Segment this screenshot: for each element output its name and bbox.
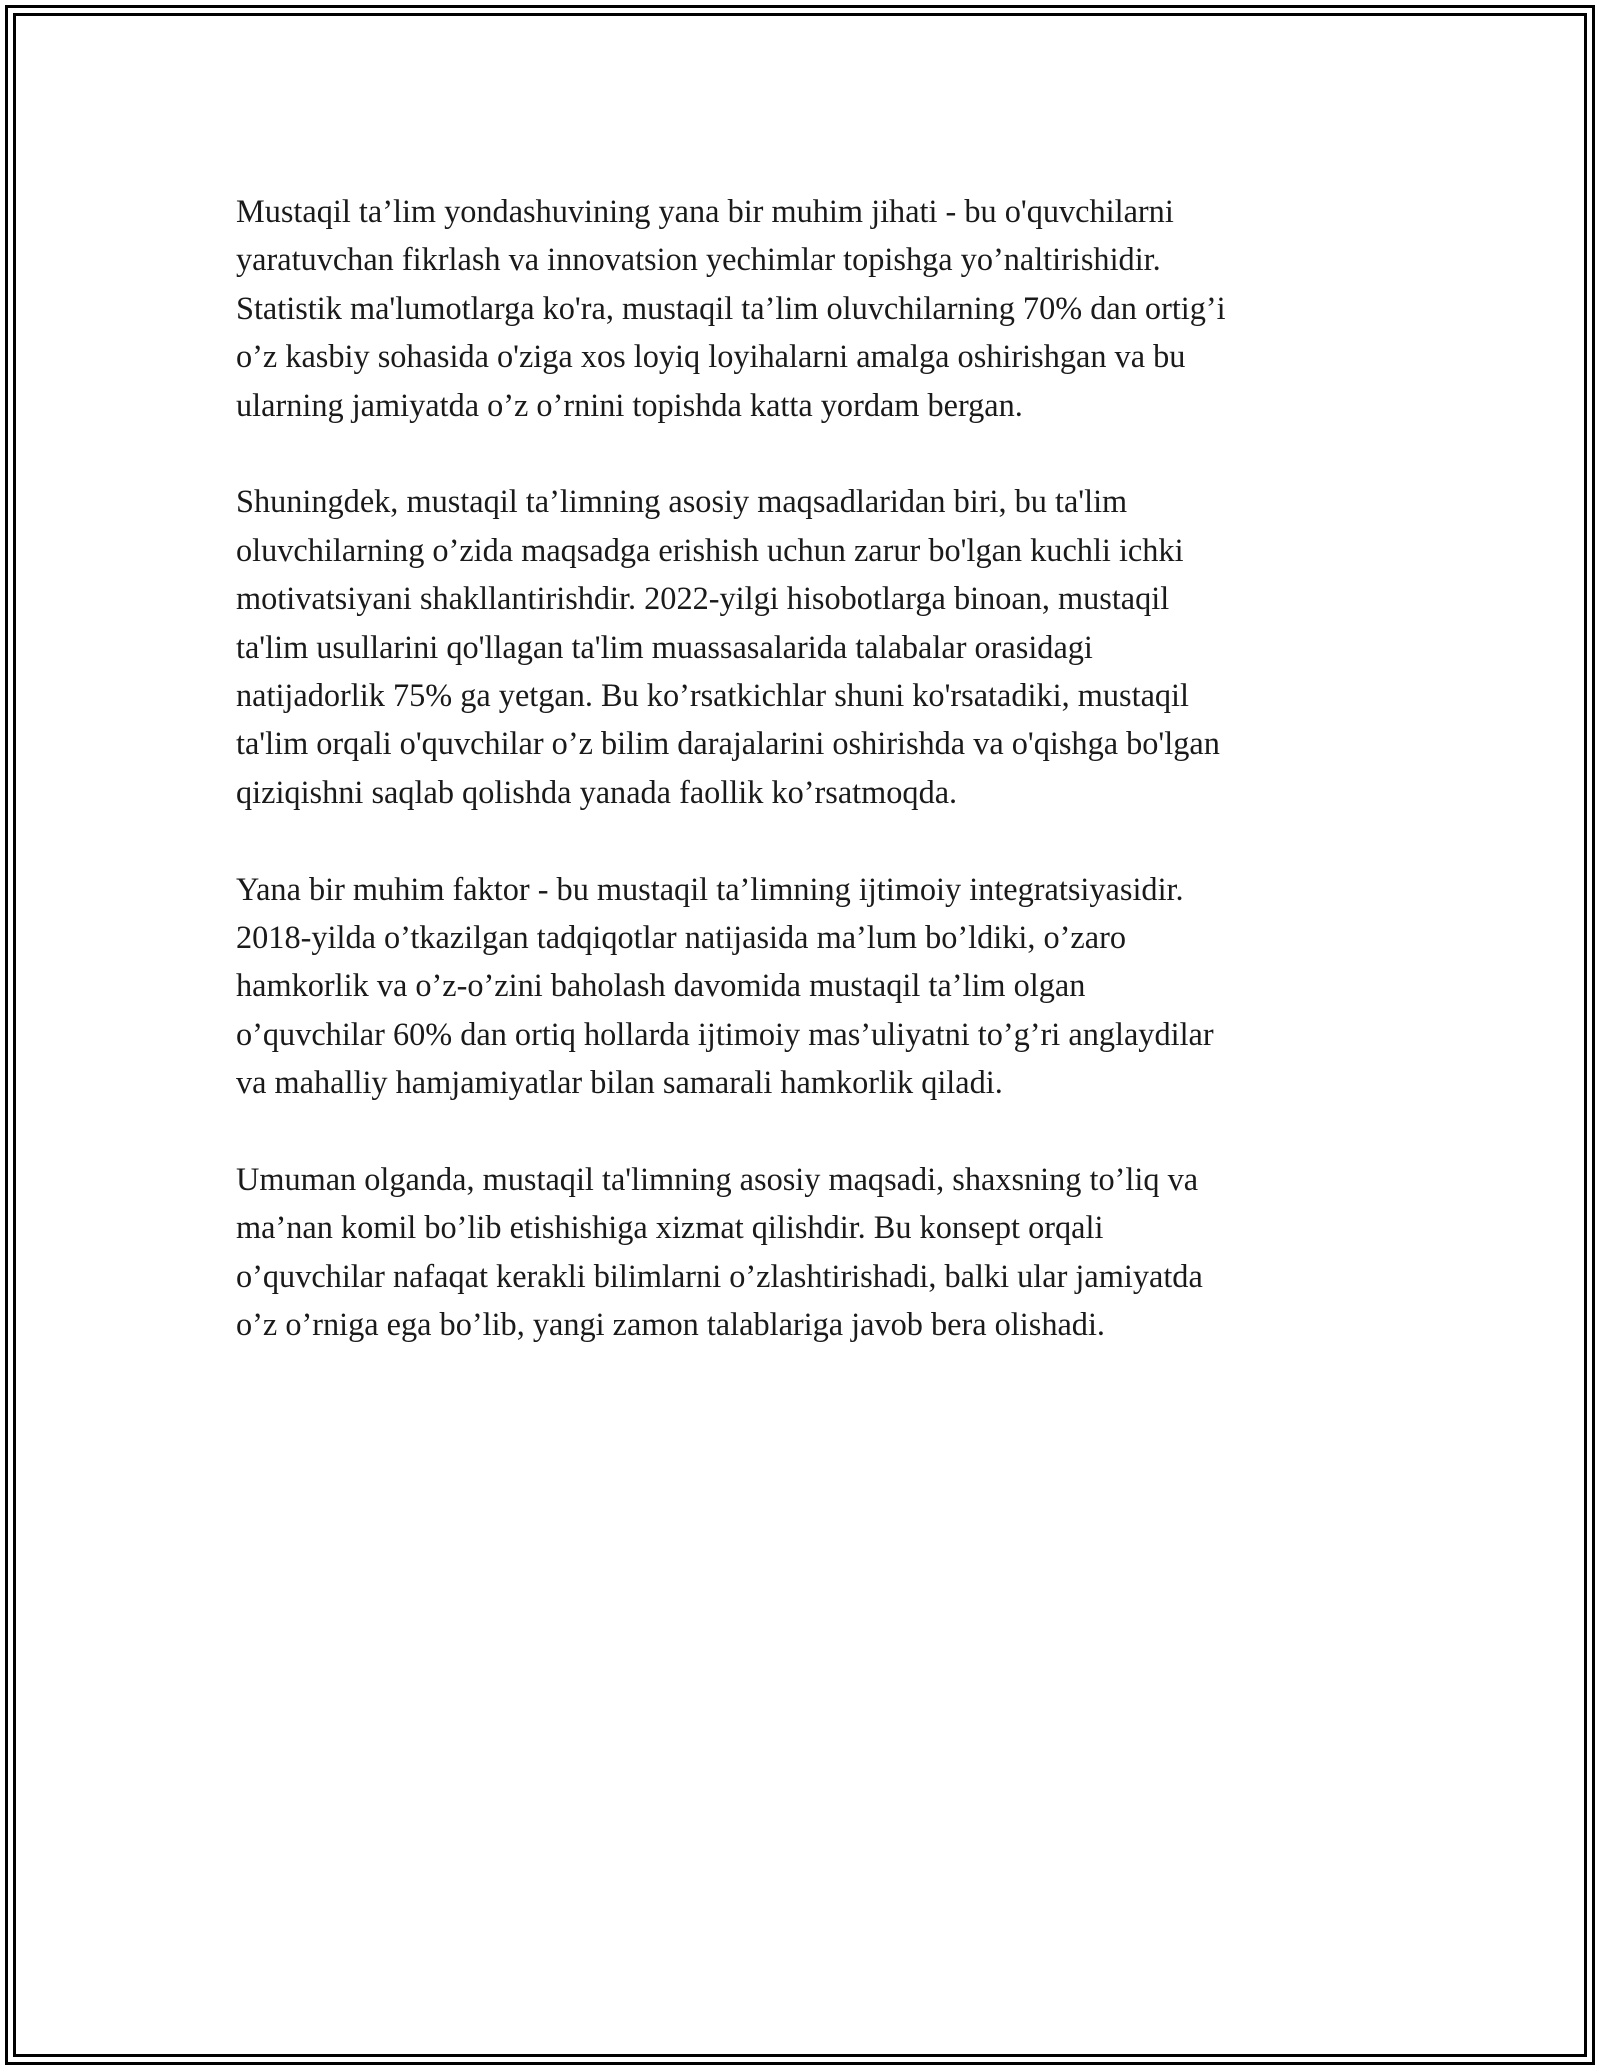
text-line: o’z o’rniga ega bo’lib, yangi zamon talablariga javob bera olishadi. (236, 1306, 1106, 1343)
text-line: ularning jamiyatda o’z o’rnini topishda katta yordam bergan. (236, 386, 1023, 423)
text-line: Umuman olganda, mustaqil ta'limning asosiy maqsadi, shaxsning to’liq va (236, 1161, 1199, 1198)
text-line: o’quvchilar 60% dan ortiq hollarda ijtimoiy mas’uliyatni to’g’ri anglaydilar (236, 1015, 1214, 1052)
text-line: ma’nan komil bo’lib etishishiga xizmat qilishdir. Bu konsept orqali (236, 1209, 1104, 1246)
text-line: o’z kasbiy sohasida o'ziga xos loyiq loyihalarni amalga oshirishgan va bu (236, 338, 1186, 375)
text-line: natijadorlik 75% ga yetgan. Bu ko’rsatkichlar shuni ko'rsatadiki, mustaqil (236, 677, 1189, 714)
text-line: va mahalliy hamjamiyatlar bilan samarali hamkorlik qiladi. (236, 1064, 1003, 1101)
text-line: yaratuvchan fikrlash va innovatsion yechimlar topishga yo’naltirishidir. (236, 241, 1161, 278)
text-line: 2018-yilda o’tkazilgan tadqiqotlar natijasida ma’lum bo’ldiki, o’zaro (236, 919, 1127, 956)
paragraph-4 (236, 1155, 1376, 1349)
text-line: o’quvchilar nafaqat kerakli bilimlarni o’zlashtirishadi, balki ular jamiyatda (236, 1257, 1203, 1294)
text-line: Yana bir muhim faktor - bu mustaqil ta’limning ijtimoiy integratsiyasidir. (236, 870, 1184, 907)
text-line: Shuningdek, mustaqil ta’limning asosiy maqsadlaridan biri, bu ta'lim (236, 483, 1128, 520)
text-line: hamkorlik va o’z-o’zini baholash davomida mustaqil ta’lim olgan (236, 967, 1086, 1004)
paragraph-1 (236, 187, 1376, 429)
text-line: Mustaqil ta’lim yondashuvining yana bir muhim jihati - bu o'quvchilarni (236, 193, 1174, 229)
text-line: ta'lim usullarini qo'llagan ta'lim muassasalarida talabalar orasidagi (236, 628, 1093, 665)
text-line: ta'lim orqali o'quvchilar o’z bilim darajalarini oshirishda va o'qishga bo'lgan (236, 725, 1220, 762)
text-line: motivatsiyani shakllantirishdir. 2022-yilgi hisobotlarga binoan, mustaqil (236, 580, 1170, 617)
text-line: qiziqishni saqlab qolishda yanada faollik ko’rsatmoqda. (236, 773, 958, 810)
text-line: oluvchilarning o’zida maqsadga erishish uchun zarur bo'lgan kuchli ichki (236, 531, 1184, 568)
paragraph-2 (236, 477, 1376, 816)
document-body (236, 187, 1376, 1397)
paragraph-3 (236, 865, 1376, 1107)
text-line: Statistik ma'lumotlarga ko'ra, mustaqil ta’lim oluvchilarning 70% dan ortig’i (236, 289, 1226, 326)
